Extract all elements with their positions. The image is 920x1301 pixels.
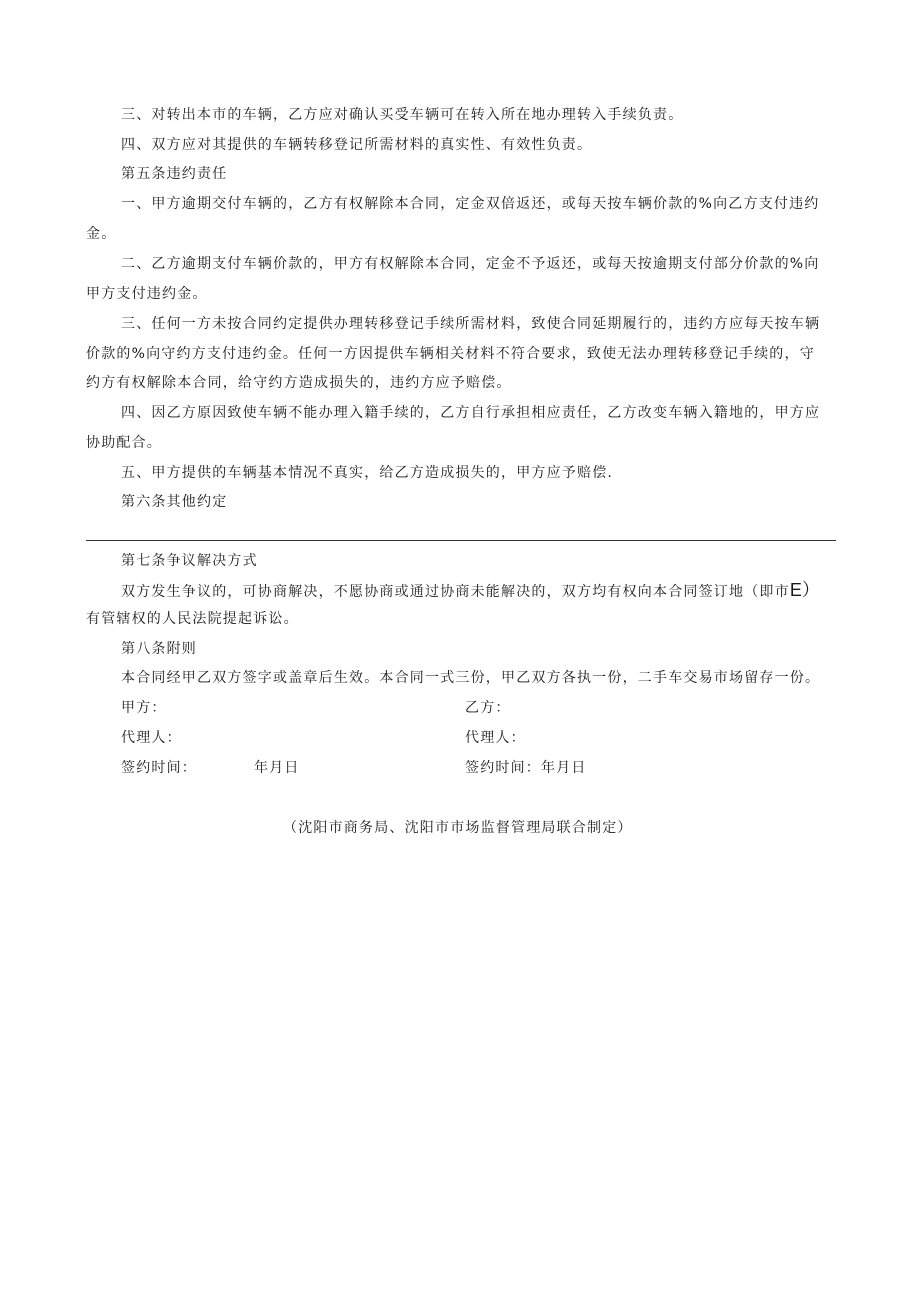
sign-time-a-date: 年月日: [254, 760, 300, 776]
section-5-heading: 第五条违约责任: [121, 166, 228, 182]
clause-7-line-2: 有管辖权的人民法院提起诉讼。: [86, 611, 299, 627]
agent-b-label: 代理人：: [465, 730, 526, 746]
clause-5-item-4-line-1: 四、因乙方原因致使车辆不能办理入籍手续的，乙方自行承担相应责任，乙方改变车辆入籍地的，甲方应: [121, 405, 821, 421]
clause-5-item-3-line-1: 三、任何一方未按合同约定提供办理转移登记手续所需材料，致使合同延期履行的，违约方应每天按车辆: [121, 316, 821, 332]
clause-5-item-3-line-2: 价款的%向守约方支付违约金。任何一方因提供车辆相关材料不符合要求，致使无法办理转移登记手续的，守: [86, 346, 815, 362]
section-8-heading: 第八条附则: [121, 641, 197, 657]
clause-8-line-1: 本合同经甲乙双方签字或盖章后生效。本合同一式三份，甲乙双方各执一份，二手车交易市场留存一份。: [121, 670, 821, 686]
clause-4-item-4: 四、双方应对其提供的车辆转移登记所需材料的真实性、有效性负责。: [121, 137, 593, 153]
clause-5-item-2-line-1: 二、乙方逾期支付车辆价款的，甲方有权解除本合同，定金不予返还，或每天按逾期支付部分价款的%向: [121, 256, 820, 272]
clause-5-item-3-line-3: 约方有权解除本合同，给守约方造成损失的，违约方应予赔偿。: [86, 375, 512, 391]
clause-7-line-1-text: 双方发生争议的，可协商解决，不愿协商或通过协商未能解决的，双方均有权向本合同签订地（即市: [121, 584, 790, 600]
clause-5-item-2-line-2: 甲方支付违约金。: [86, 286, 208, 302]
footer-note: （沈阳市商务局、沈阳市市场监督管理局联合制定）: [283, 820, 633, 836]
clause-5-item-1-line-2: 金。: [86, 226, 117, 242]
clause-4-item-3: 三、对转出本市的车辆，乙方应对确认买受车辆可在转入所在地办理转入手续负责。: [121, 107, 684, 123]
agent-a-label: 代理人：: [121, 730, 182, 746]
party-a-label: 甲方：: [121, 700, 167, 716]
sign-time-b: 签约时间：年月日: [465, 760, 587, 776]
clause-7-line-1: [121, 580, 820, 602]
party-b-label: 乙方：: [465, 700, 511, 716]
sign-time-a-label: 签约时间：: [121, 760, 197, 776]
section-divider: [86, 540, 836, 541]
clause-5-item-1-line-1: 一、甲方逾期交付车辆的，乙方有权解除本合同，定金双倍返还，或每天按车辆价款的%向乙方支付违约: [121, 196, 820, 212]
section-7-heading: 第七条争议解决方式: [121, 553, 258, 569]
section-6-heading: 第六条其他约定: [121, 494, 228, 510]
clause-5-item-5: 五、甲方提供的车辆基本情况不真实，给乙方造成损失的，甲方应予赔偿.: [121, 465, 614, 481]
clause-5-item-4-line-2: 协助配合。: [86, 435, 162, 451]
clause-7-line-1-tail: E）: [789, 580, 820, 600]
